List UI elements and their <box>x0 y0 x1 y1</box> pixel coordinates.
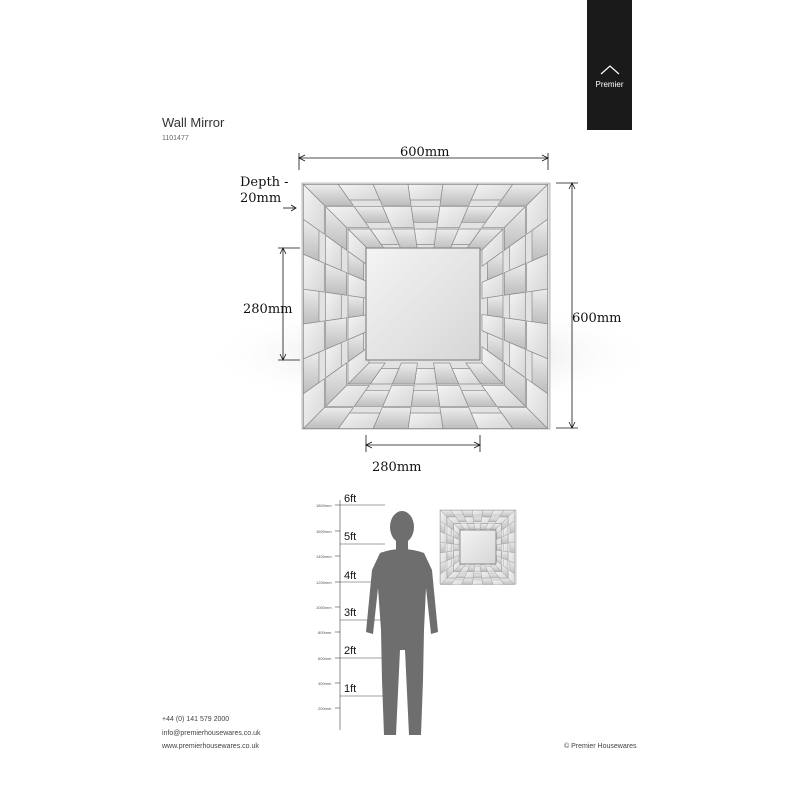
mirror-facet <box>532 289 548 324</box>
mirror-facet <box>408 413 443 429</box>
depth-dimension <box>240 175 289 207</box>
height-dimension: 600mm <box>572 311 622 326</box>
scale-mm-label: 1200mm <box>316 580 332 585</box>
height-scale <box>335 500 385 730</box>
scale-ft-label: 5ft <box>344 531 357 543</box>
scale-mm-label: 600mm <box>318 656 332 661</box>
contact-website[interactable]: www.premierhousewares.co.uk <box>162 743 259 750</box>
scale-ft-label: 2ft <box>344 645 357 657</box>
mirror-facet <box>472 580 483 585</box>
depth-label: Depth - <box>240 175 289 190</box>
mirror-facet <box>474 524 481 529</box>
scale-ft-label: 6ft <box>344 493 357 505</box>
mirror-facet <box>348 295 364 317</box>
scale-ft-label: 4ft <box>344 570 357 582</box>
scale-mm-label: 1800mm <box>316 503 332 508</box>
product-title: Wall Mirror <box>162 115 225 130</box>
inner-height-dimension: 280mm <box>243 302 293 317</box>
mirror-facet <box>440 542 445 553</box>
mirror-facet <box>510 292 526 321</box>
scale-mm-label: 1400mm <box>316 554 332 559</box>
product-code: 1101477 <box>162 135 189 142</box>
mirror-facet <box>472 510 483 515</box>
mirror-facet <box>411 391 440 407</box>
depth-value: 20mm <box>240 191 282 206</box>
mirror-facet <box>326 292 342 321</box>
scale-ft-label: 3ft <box>344 607 357 619</box>
mirror-facet <box>497 544 502 551</box>
brand-name: Premier <box>595 80 624 89</box>
mirror-facet <box>473 573 482 578</box>
mirror-facet <box>447 543 452 552</box>
mirror-facet <box>487 295 503 317</box>
mirror-facet <box>454 544 459 551</box>
mirror-facet <box>408 184 443 200</box>
scale-mm-label: 800mm <box>318 630 332 635</box>
human-silhouette <box>366 511 438 735</box>
contact-phone: +44 (0) 141 579 2000 <box>162 716 230 723</box>
mirror-facet <box>414 368 436 384</box>
inner-width-dimension: 280mm <box>372 460 422 475</box>
copyright-notice: © Premier Housewares <box>564 743 637 750</box>
mirror-facet <box>473 517 482 522</box>
mirror-thumbnail <box>440 510 516 585</box>
width-top-dimension: 600mm <box>400 145 450 160</box>
mirror-facet <box>411 207 440 223</box>
center-mirror-panel <box>366 248 480 360</box>
mirror-facet <box>303 289 319 324</box>
scale-mm-label: 200mm <box>318 706 332 711</box>
contact-email[interactable]: info@premierhousewares.co.uk <box>162 730 261 737</box>
scale-mm-label: 1000mm <box>316 605 332 610</box>
scale-mm-label: 400mm <box>318 681 332 686</box>
mirror-facet <box>503 543 508 552</box>
wall-mirror-illustration <box>302 183 550 429</box>
scale-mm-label: 1600mm <box>316 529 332 534</box>
mirror-facet <box>474 567 481 572</box>
mirror-facet <box>510 542 515 553</box>
scale-ft-label: 1ft <box>344 683 357 695</box>
mirror-facet <box>414 229 436 245</box>
